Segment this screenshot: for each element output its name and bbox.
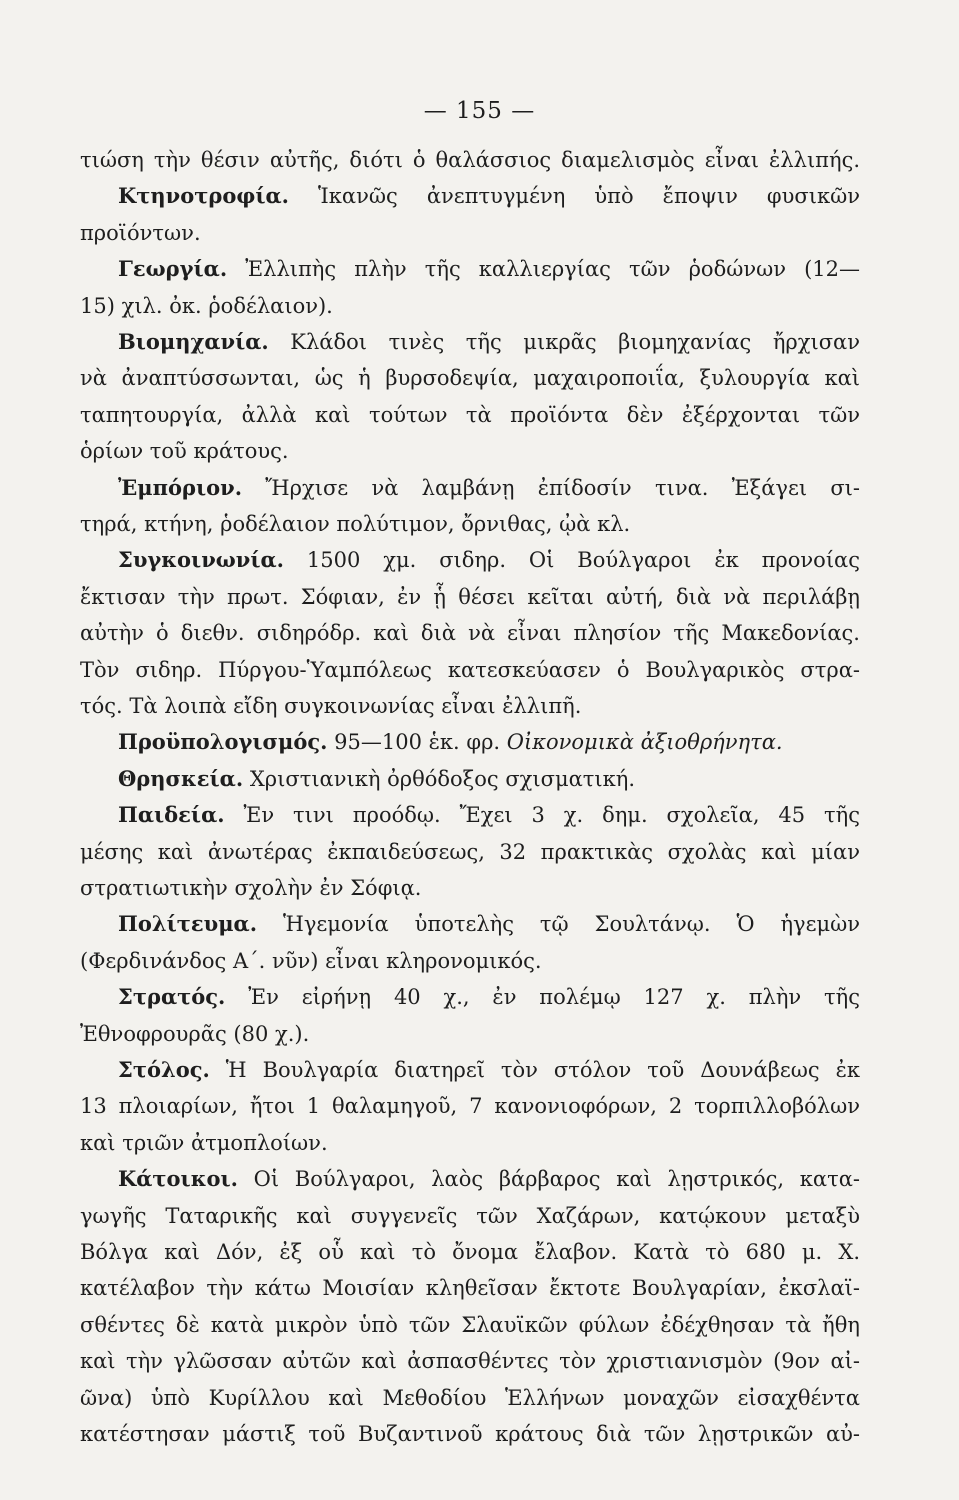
text-line: [80, 400, 860, 430]
line-text: προϊόντων.: [80, 220, 201, 245]
text-line: [80, 1237, 860, 1267]
line-text: Ἤρχισε νὰ λαμβάνῃ ἐπίδοσίν τινα. Ἐξάγει σι-: [242, 475, 860, 500]
text-line: [80, 1128, 860, 1158]
line-text: αὐτὴν ὁ διεθν. σιδηρόδρ. καὶ διὰ νὰ εἶναι πλησίον τῆς Μακεδονίας.: [80, 621, 860, 646]
text-line: [80, 1383, 860, 1413]
line-text: κατέστησαν μάστιξ τοῦ Βυζαντινοῦ κράτους διὰ τῶν λῃστρικῶν αὐ-: [80, 1422, 860, 1446]
line-text: καὶ τὴν γλῶσσαν αὐτῶν καὶ ἀσπασθέντες τὸν χριστιανισμὸν (9ον αἰ-: [80, 1349, 860, 1374]
line-text: μέσης καὶ ἀνωτέρας ἐκπαιδεύσεως, 32 πρακτικὰς σχολὰς καὶ μίαν: [80, 839, 860, 864]
line-text: νὰ ἀναπτύσσωνται, ὡς ἡ βυρσοδεψία, μαχαιροποιΐα, ξυλουργία καὶ: [80, 366, 860, 391]
text-line: [80, 1201, 860, 1231]
section-heading: Ἐμπόριον.: [118, 474, 243, 500]
text-line: [80, 509, 860, 539]
text-line: [80, 946, 860, 976]
section-heading: Στόλος.: [118, 1057, 210, 1082]
line-text: στρατιωτικὴν σχολὴν ἐν Σόφιᾳ.: [80, 876, 422, 900]
text-line: [80, 1310, 860, 1340]
text-line: [80, 655, 860, 685]
line-text: 13 πλοιαρίων, ἤτοι 1 θαλαμηγοῦ, 7 κανονιοφόρων, 2 τορπιλλοβόλων: [80, 1094, 860, 1119]
text-line: [80, 1091, 860, 1121]
section-heading: Θρησκεία.: [118, 765, 244, 791]
text-line: [80, 618, 860, 648]
section-heading: Κάτοικοι.: [118, 1166, 238, 1192]
text-line: [80, 1019, 860, 1049]
text-line: [80, 145, 860, 175]
line-text: Χριστιανικὴ ὀρθόδοξος σχισματική.: [243, 766, 636, 791]
line-text: σθέντες δὲ κατὰ μικρὸν ὑπὸ τῶν Σλαυϊκῶν φύλων ἐδέχθησαν τὰ ἤθη: [80, 1312, 860, 1337]
line-text: Ἐν τινι προόδῳ. Ἔχει 3 χ. δημ. σχολεῖα, 45 τῆς: [224, 803, 860, 828]
text-line: [118, 727, 860, 757]
line-text: Ἐλλιπὴς πλὴν τῆς καλλιεργίας τῶν ῥοδώνων (12—: [227, 257, 860, 282]
line-text: τιώση τὴν θέσιν αὐτῆς, διότι ὁ θαλάσσιος διαμελισμὸς εἶναι ἐλλιπής.: [80, 148, 860, 172]
line-text: Ἐθνοφρουρᾶς (80 χ.).: [80, 1021, 310, 1046]
text-line: [80, 363, 860, 393]
text-line: [80, 582, 860, 612]
text-line: [118, 254, 860, 284]
line-text: τηρά, κτήνη, ῥοδέλαιον πολύτιμον, ὄρνιθας, ᾠὰ κλ.: [80, 512, 631, 536]
text-line: [118, 327, 860, 357]
text-line: [80, 873, 860, 903]
text-line: [80, 218, 860, 248]
section-heading: Γεωργία.: [118, 256, 228, 282]
text-line: [118, 982, 860, 1012]
line-text: κατέλαβον τὴν κάτω Μοισίαν κληθεῖσαν ἔκτοτε Βουλγαρίαν, ἐκσλαϊ-: [80, 1276, 860, 1301]
line-text: Οἱ Βούλγαροι, λαὸς βάρβαρος καὶ λῃστρικός, κατα-: [237, 1167, 860, 1192]
line-text: (Φερδινάνδος Α΄. νῦν) εἶναι κληρονομικός.: [80, 948, 542, 973]
text-line: [118, 1164, 860, 1194]
line-text: Ἱκανῶς ἀνεπτυγμένη ὑπὸ ἔποψιν φυσικῶν: [288, 184, 860, 209]
section-heading: Παιδεία.: [118, 802, 225, 828]
section-heading: Συγκοινωνία.: [118, 547, 284, 573]
section-heading: Προϋπολογισμός.: [118, 729, 328, 755]
text-line: [80, 1273, 860, 1303]
line-text: Ἡ Βουλγαρία διατηρεῖ τὸν στόλον τοῦ Δουνάβεως ἐκ: [209, 1058, 860, 1082]
line-text: ὁρίων τοῦ κράτους.: [80, 439, 289, 464]
line-text: Κλάδοι τινὲς τῆς μικρᾶς βιομηχανίας ἤρχισαν: [268, 330, 860, 354]
line-text: Οἰκονομικὰ ἀξιοθρήνητα.: [506, 730, 783, 755]
line-text: Βόλγα καὶ Δόν, ἐξ οὗ καὶ τὸ ὄνομα ἔλαβον. Κατὰ τὸ 680 μ. Χ.: [80, 1240, 860, 1264]
text-line: [80, 691, 860, 721]
text-line: [80, 837, 860, 867]
text-line: [80, 436, 860, 466]
text-line: [118, 764, 860, 794]
text-line: [118, 800, 860, 830]
text-line: [118, 1055, 860, 1085]
line-text: 95—100 ἑκ. φρ.: [327, 730, 507, 755]
text-line: [118, 181, 860, 211]
page-number: — 155 —: [423, 98, 536, 124]
line-text: ταπητουργία, ἀλλὰ καὶ τούτων τὰ προϊόντα δὲν ἐξέρχονται τῶν: [80, 402, 860, 427]
line-text: ῶνα) ὑπὸ Κυρίλλου καὶ Μεθοδίου Ἑλλήνων μοναχῶν εἰσαχθέντα: [80, 1385, 860, 1410]
text-line: [80, 291, 860, 321]
section-heading: Βιομηχανία.: [118, 329, 269, 354]
text-line: [80, 1419, 860, 1449]
line-text: Ἐν εἰρήνῃ 40 χ., ἐν πολέμῳ 127 χ. πλὴν τῆς: [225, 985, 860, 1010]
text-line: [118, 909, 860, 939]
section-heading: Στρατός.: [118, 984, 226, 1010]
line-text: τός. Τὰ λοιπὰ εἴδη συγκοινωνίας εἶναι ἐλλιπῆ.: [80, 694, 582, 718]
text-line: [118, 545, 860, 575]
line-text: Ἡγεμονία ὑποτελὴς τῷ Σουλτάνῳ. Ὁ ἡγεμὼν: [257, 912, 860, 937]
section-heading: Πολίτευμα.: [118, 911, 258, 937]
line-text: 1500 χμ. σιδηρ. Οἱ Βούλγαροι ἐκ προνοίας: [283, 548, 860, 573]
text-line: [80, 1346, 860, 1376]
section-heading: Κτηνοτροφία.: [118, 183, 289, 209]
line-text: γωγῆς Ταταρικῆς καὶ συγγενεῖς τῶν Χαζάρων, κατῴκουν μεταξὺ: [80, 1203, 860, 1228]
line-text: καὶ τριῶν ἀτμοπλοίων.: [80, 1130, 328, 1155]
text-line: [118, 473, 860, 503]
line-text: ἔκτισαν τὴν πρωτ. Σόφιαν, ἐν ᾗ θέσει κεῖται αὐτή, διὰ νὰ περιλάβῃ: [80, 584, 860, 609]
line-text: 15) χιλ. ὀκ. ῥοδέλαιον).: [80, 293, 333, 318]
line-text: Τὸν σιδηρ. Πύργου-Ὑαμπόλεως κατεσκεύασεν ὁ Βουλγαρικὸς στρα-: [80, 657, 860, 682]
